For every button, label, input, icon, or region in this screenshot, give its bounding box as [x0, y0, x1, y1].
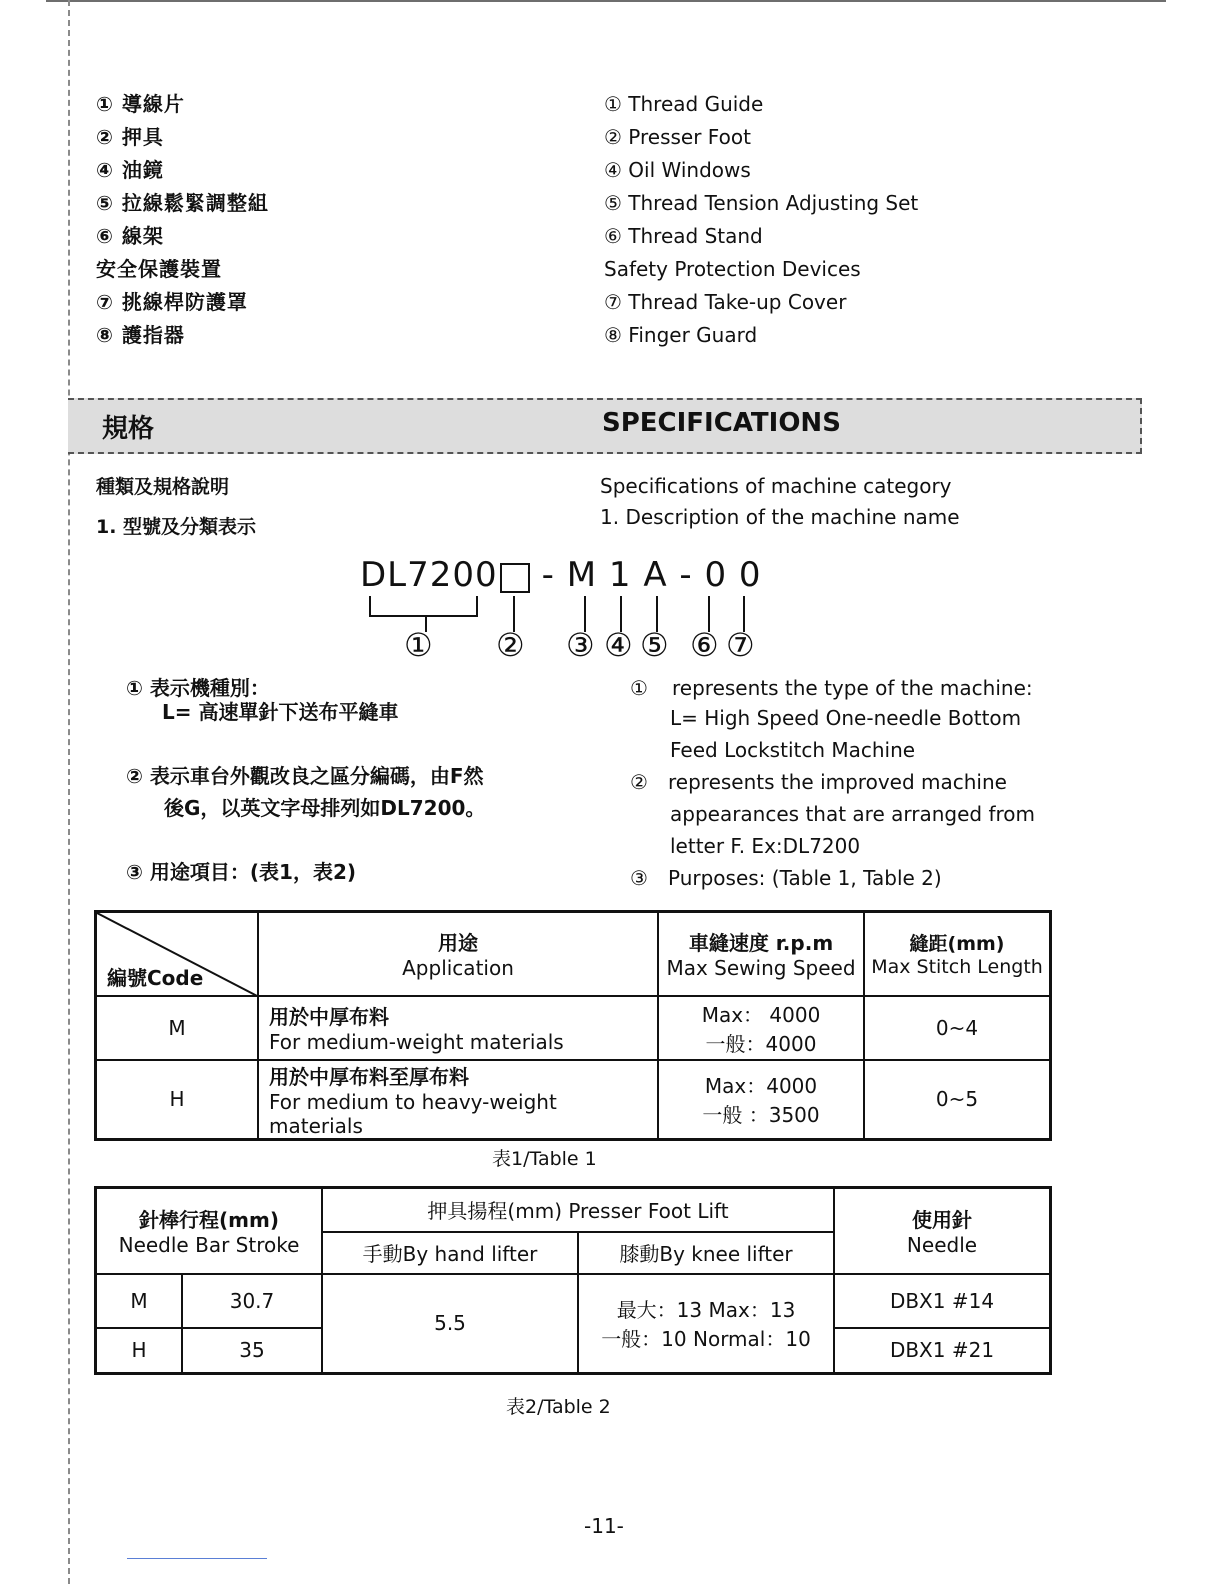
lift-header: 押具揚程(mm) Presser Foot Lift	[322, 1188, 834, 1232]
speed-normal: 一般：4000	[705, 1031, 817, 1056]
stitch-header	[864, 912, 1051, 996]
stitch-header-zh: 縫距(mm)	[909, 933, 1005, 956]
speed-header	[658, 912, 864, 996]
speed-normal: 一般 ：3500	[702, 1103, 820, 1127]
part-zh: ② 押具	[96, 125, 164, 149]
desc-en-1-mark: ①	[630, 676, 648, 700]
desc-en-2-mark: ②	[630, 770, 648, 794]
application-cell	[258, 996, 658, 1060]
desc-en-2b: appearances that are arranged from	[670, 802, 1035, 826]
application-header-en: Application	[402, 956, 514, 981]
table-row	[96, 996, 1051, 1060]
model-part-number: ②	[496, 626, 525, 664]
model-code-blank-box	[500, 563, 530, 593]
part-en: ⑥ Thread Stand	[604, 224, 763, 248]
part-zh: ⑥ 線架	[96, 224, 164, 248]
category-heading-en: Specifications of machine category	[600, 474, 952, 498]
part-en: ② Presser Foot	[604, 125, 751, 149]
needle-header-zh: 使用針	[912, 1208, 972, 1233]
table-1-caption: 表1/Table 1	[492, 1148, 597, 1170]
speed-max: Max：4000	[704, 1074, 818, 1098]
desc-zh-3: ③ 用途項目：(表1，表2)	[126, 860, 357, 884]
needle-cell: DBX1 #21	[834, 1328, 1051, 1374]
needle-cell: DBX1 #14	[834, 1274, 1051, 1328]
category-heading-zh: 種類及規格說明	[96, 476, 230, 498]
part-zh: ① 導線片	[96, 92, 185, 116]
part-zh: 安全保護裝置	[96, 257, 222, 281]
code-cell: H	[96, 1060, 259, 1140]
speed-header-zh: 車縫速度 r.p.m	[688, 931, 834, 956]
stitch-cell: 0~4	[864, 996, 1051, 1060]
page-number: -11-	[584, 1514, 624, 1538]
desc-zh-2b: 後G，以英文字母排列如DL7200。	[164, 796, 486, 820]
application-en: For medium-weight materials	[269, 1030, 564, 1054]
model-part-number: ⑦	[726, 626, 755, 664]
model-part-number: ④	[604, 626, 633, 664]
application-header	[258, 912, 658, 996]
section-title-zh: 規格	[102, 414, 155, 444]
knee-lift-cell	[578, 1274, 834, 1374]
table-row	[96, 1274, 1051, 1328]
desc-en-1a: represents the type of the machine:	[672, 676, 1033, 700]
part-en: ① Thread Guide	[604, 92, 764, 116]
speed-header-en: Max Sewing Speed	[666, 956, 856, 981]
desc-en-1c: Feed Lockstitch Machine	[670, 738, 916, 762]
table-1	[94, 910, 1052, 1141]
model-suffix: - M 1 A - 0 0	[541, 555, 762, 595]
part-en: ⑦ Thread Take-up Cover	[604, 290, 847, 314]
stroke-header-en: Needle Bar Stroke	[118, 1233, 300, 1258]
footer-link-line	[127, 1558, 267, 1559]
model-part-number: ⑤	[640, 626, 669, 664]
part-en: ⑧ Finger Guard	[604, 323, 758, 347]
desc-en-1b: L= High Speed One-needle Bottom	[670, 706, 1022, 730]
application-en: For medium to heavy-weight materials	[269, 1089, 557, 1138]
model-code	[360, 555, 762, 595]
knee-lifter-header: 膝動By knee lifter	[578, 1232, 834, 1274]
part-zh: ④ 油鏡	[96, 158, 164, 182]
desc-en-3: Purposes: (Table 1, Table 2)	[668, 866, 942, 890]
hand-lifter-header: 手動By hand lifter	[322, 1232, 578, 1274]
desc-zh-1a: ① 表示機種別：	[126, 676, 270, 700]
model-part-number: ①	[404, 626, 433, 664]
stitch-cell: 0~5	[864, 1060, 1051, 1140]
parts-list-zh	[96, 88, 269, 352]
needle-header-en: Needle	[906, 1233, 978, 1258]
desc-zh-2a: ② 表示車台外觀改良之區分編碼，由F然	[126, 764, 484, 788]
part-zh: ⑤ 拉線鬆緊調整組	[96, 191, 269, 215]
speed-cell	[658, 1060, 864, 1140]
speed-max: Max： 4000	[701, 1002, 821, 1027]
part-en: Safety Protection Devices	[604, 257, 861, 281]
model-part-number: ⑥	[690, 626, 719, 664]
needle-header	[834, 1188, 1051, 1274]
application-zh: 用於中厚布料至厚布料	[269, 1064, 469, 1089]
table-row	[96, 1060, 1051, 1140]
desc-zh-1b: L= 高速單針下送布平縫車	[162, 700, 399, 724]
table-2-caption: 表2/Table 2	[506, 1396, 611, 1418]
code-cell: M	[96, 996, 259, 1060]
knee-lift-normal: 一般：10 Normal：10	[601, 1327, 811, 1352]
machine-name-heading-en: 1. Description of the machine name	[600, 505, 960, 529]
section-title-en: SPECIFICATIONS	[602, 408, 841, 438]
application-cell	[258, 1060, 658, 1140]
stitch-header-en: Max Stitch Length	[871, 956, 1043, 979]
table-1-corner-cell	[96, 912, 259, 996]
desc-en-2a: represents the improved machine	[668, 770, 1007, 794]
part-zh: ⑦ 挑線桿防護罩	[96, 290, 248, 314]
model-part-number: ③	[566, 626, 595, 664]
part-en: ⑤ Thread Tension Adjusting Set	[604, 191, 919, 215]
table-2	[94, 1186, 1052, 1375]
stroke-header	[96, 1188, 323, 1274]
top-rule	[46, 0, 1166, 2]
code-header: 編號Code	[107, 965, 204, 990]
part-zh: ⑧ 護指器	[96, 323, 185, 347]
speed-cell	[658, 996, 864, 1060]
desc-en-2c: letter F. Ex:DL7200	[670, 834, 861, 858]
hand-lift-cell: 5.5	[322, 1274, 578, 1374]
stroke-cell: 35	[182, 1328, 322, 1374]
code-cell: M	[96, 1274, 183, 1328]
knee-lift-max: 最大：13 Max：13	[616, 1298, 796, 1323]
stroke-header-zh: 針棒行程(mm)	[139, 1208, 279, 1233]
application-header-zh: 用途	[438, 931, 478, 956]
table-2-header-row	[96, 1188, 1051, 1232]
application-zh: 用於中厚布料	[269, 1005, 389, 1029]
model-prefix: DL7200	[360, 555, 498, 595]
desc-en-3-mark: ③	[630, 866, 648, 890]
stroke-cell: 30.7	[182, 1274, 322, 1328]
table-1-header-row	[96, 912, 1051, 996]
code-cell: H	[96, 1328, 183, 1374]
parts-list-en	[604, 88, 918, 352]
machine-name-heading-zh: 1. 型號及分類表示	[96, 516, 257, 538]
binding-margin-line	[68, 0, 70, 1584]
part-en: ④ Oil Windows	[604, 158, 751, 182]
